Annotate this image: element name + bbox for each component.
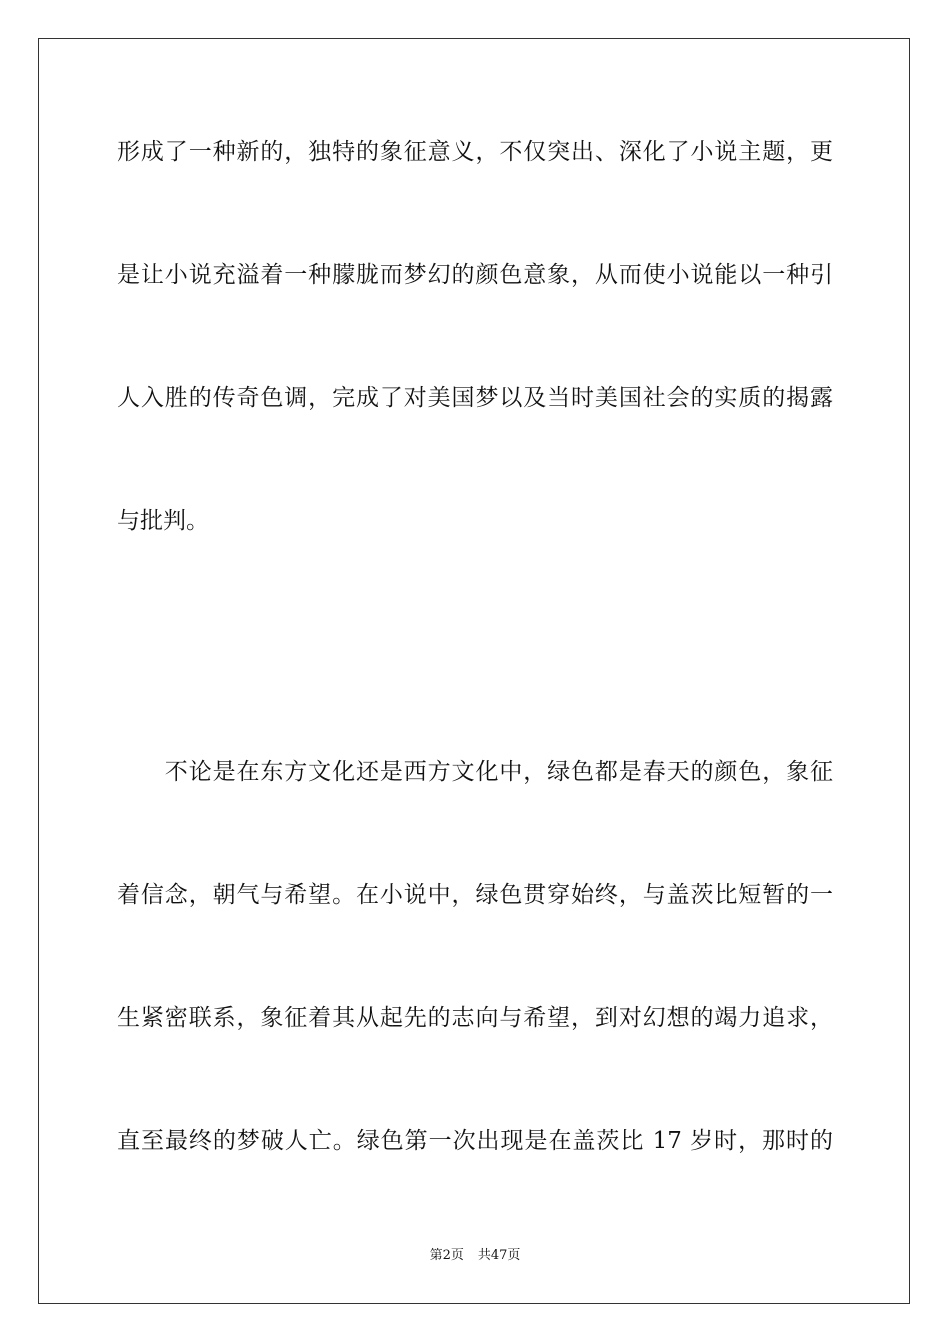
paragraph-1-line-3: 人入胜的传奇色调，完成了对美国梦以及当时美国社会的实质的揭露: [117, 385, 833, 411]
paragraph-2-line-4: 直至最终的梦破人亡。绿色第一次出现是在盖茨比 17 岁时，那时的: [117, 1128, 833, 1154]
paragraph-2-line-3: 生紧密联系，象征着其从起先的志向与希望，到对幻想的竭力追求，: [117, 1005, 833, 1031]
paragraph-1-line-2: 是让小说充溢着一种朦胧而梦幻的颜色意象，从而使小说能以一种引: [117, 262, 833, 288]
page-border: [38, 38, 910, 1304]
page-number: 第2页: [429, 1248, 464, 1263]
page-footer: [0, 1247, 950, 1265]
page-total: 共47页: [477, 1248, 521, 1263]
paragraph-1-line-1: 形成了一种新的，独特的象征意义，不仅突出、深化了小说主题，更: [117, 139, 833, 165]
paragraph-2-line-1: 不论是在东方文化还是西方文化中，绿色都是春天的颜色，象征: [117, 759, 833, 785]
paragraph-1-line-4: 与批判。: [117, 508, 209, 534]
paragraph-2-line-2: 着信念，朝气与希望。在小说中，绿色贯穿始终，与盖茨比短暂的一: [117, 882, 833, 908]
